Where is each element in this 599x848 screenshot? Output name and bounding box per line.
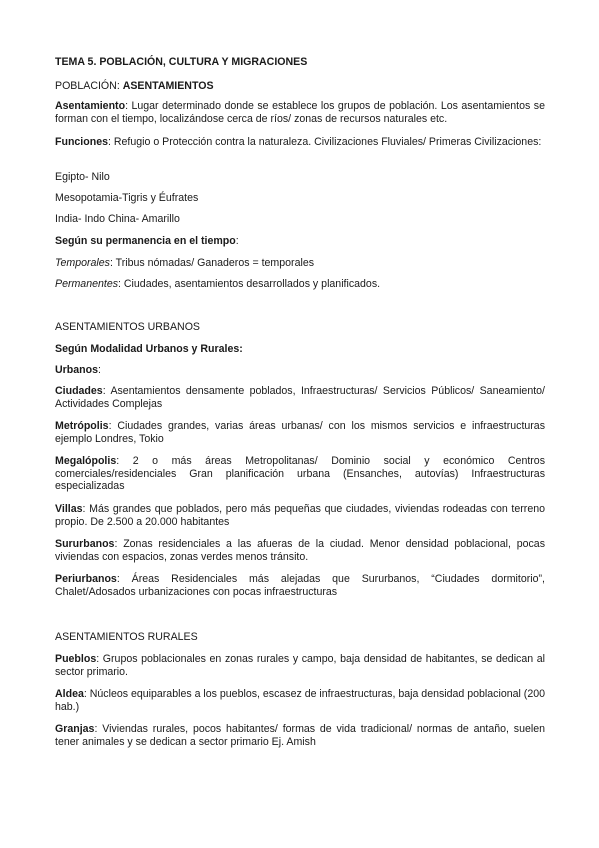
urbanos-colon: :: [97, 364, 101, 376]
pueblos-term: Pueblos: [55, 653, 97, 665]
ciudades-term: Ciudades: [55, 385, 103, 397]
granjas-text: : Viviendas rurales, pocos habitantes/ formas de vida tradicional/ normas de antaño, suelen tener animales y se dedican a sector primario Ej. Amish: [55, 723, 545, 748]
permanentes-text: : Ciudades, asentamientos desarrollados y planificados.: [118, 278, 381, 290]
permanentes-term: Permanentes: [55, 278, 119, 290]
sururbanos-text: : Zonas residenciales a las afueras de la ciudad. Menor densidad poblacional, pocas viviendas con espacios, zonas verdes menos tránsito.: [55, 538, 545, 563]
asentamiento-term: Asentamiento: [55, 100, 126, 112]
permanencia-colon: :: [235, 235, 239, 247]
civilization-india: India- Indo China- Amarillo: [55, 213, 180, 225]
modalidad-heading: Según Modalidad Urbanos y Rurales:: [55, 343, 243, 355]
pueblos-text: : Grupos poblacionales en zonas rurales y campo, baja densidad de habitantes, se dedican al sector primario.: [55, 653, 545, 678]
asentamiento-text: : Lugar determinado donde se establece los grupos de población. Los asentamientos se forman con el tiempo, localizándose cerca de ríos/ zonas de recursos naturales etc.: [55, 100, 545, 125]
villas-definition: [55, 503, 545, 528]
document-title: TEMA 5. POBLACIÓN, CULTURA Y MIGRACIONES: [55, 56, 308, 68]
villas-text: : Más grandes que poblados, pero más pequeñas que ciudades, viviendas rodeadas con terreno propio. De 2.500 a 20.000 habitantes: [55, 503, 545, 528]
urbanos-label: Urbanos: [55, 364, 98, 376]
section-urbanos-heading: ASENTAMIENTOS URBANOS: [55, 321, 201, 333]
temporales-definition: [55, 257, 314, 270]
section-poblacion-heading: [55, 80, 214, 93]
permanencia-label: Según su permanencia en el tiempo: [55, 235, 236, 247]
megalopolis-definition: [55, 455, 545, 493]
asentamientos-heading: ASENTAMIENTOS: [122, 80, 214, 92]
civilization-mesopotamia: Mesopotamia-Tigris y Éufrates: [55, 192, 199, 204]
ciudades-text: : Asentamientos densamente poblados, Infraestructuras/ Servicios Públicos/ Saneamiento/ Actividades Complejas: [55, 385, 545, 410]
megalopolis-text: : 2 o más áreas Metropolitanas/ Dominio social y económico Centros comerciales/residenciales Gran planificación urbana (Ensanches, autovías) Infraestructuras especializadas: [55, 455, 545, 492]
sururbanos-term: Sururbanos: [55, 538, 115, 550]
granjas-definition: [55, 723, 545, 748]
funciones-definition: [55, 136, 545, 149]
poblacion-prefix: POBLACIÓN:: [55, 80, 123, 92]
metropolis-text: : Ciudades grandes, varias áreas urbanas/ con los mismos servicios e infraestructuras ejemplo Londres, Tokio: [55, 420, 545, 445]
ciudades-definition: [55, 385, 545, 410]
sururbanos-definition: [55, 538, 545, 563]
permanentes-definition: [55, 278, 380, 291]
aldea-definition: [55, 688, 545, 713]
megalopolis-term: Megalópolis: [55, 455, 117, 467]
funciones-term: Funciones: [55, 136, 108, 148]
funciones-text: : Refugio o Protección contra la naturaleza. Civilizaciones Fluviales/ Primeras Civilizaciones:: [107, 136, 542, 148]
section-rurales-heading: ASENTAMIENTOS RURALES: [55, 631, 198, 643]
asentamiento-definition: [55, 100, 545, 125]
urbanos-label-line: [55, 364, 101, 377]
civilization-egipto: Egipto- Nilo: [55, 171, 110, 183]
permanencia-heading: [55, 235, 239, 248]
periurbanos-definition: [55, 573, 545, 598]
metropolis-definition: [55, 420, 545, 445]
aldea-term: Aldea: [55, 688, 84, 700]
aldea-text: : Núcleos equiparables a los pueblos, escasez de infraestructuras, baja densidad poblacional (200 hab.): [55, 688, 545, 713]
periurbanos-term: Periurbanos: [55, 573, 117, 585]
temporales-text: : Tribus nómadas/ Ganaderos = temporales: [109, 257, 315, 269]
granjas-term: Granjas: [55, 723, 95, 735]
temporales-term: Temporales: [55, 257, 110, 269]
metropolis-term: Metrópolis: [55, 420, 109, 432]
periurbanos-text: : Áreas Residenciales más alejadas que Sururbanos, “Ciudades dormitorio”, Chalet/Adosados urbanizaciones con pocas infraestructuras: [55, 573, 545, 598]
villas-term: Villas: [55, 503, 83, 515]
pueblos-definition: [55, 653, 545, 678]
